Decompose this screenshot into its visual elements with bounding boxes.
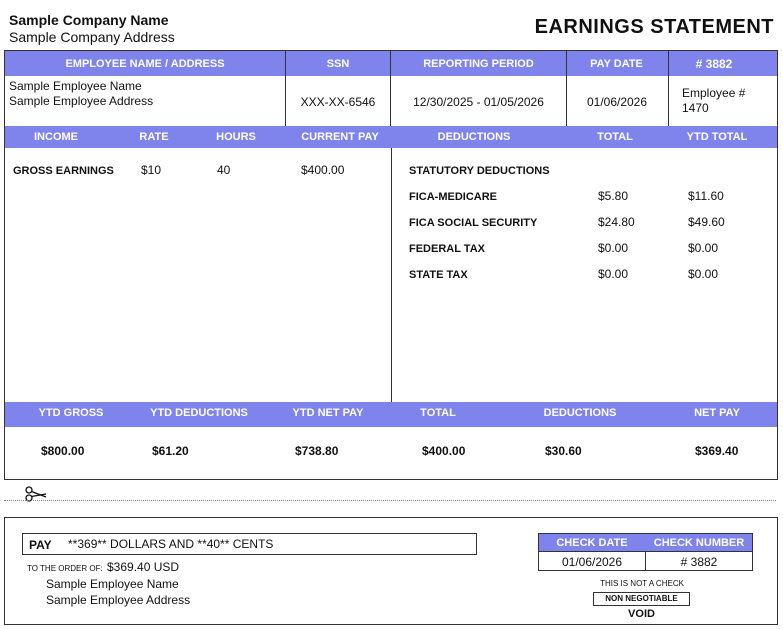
employee-id-label: Employee # [682, 86, 746, 100]
header-statement-number: # 3882 [668, 57, 760, 71]
header-current-pay: CURRENT PAY [290, 131, 390, 143]
company-address: Sample Company Address [9, 29, 175, 45]
payee-address: Sample Employee Address [46, 593, 191, 607]
deduction-label: FEDERAL TAX [409, 243, 485, 255]
header-ytd-total: YTD TOTAL [680, 131, 754, 143]
header-ytd-deductions: YTD DEDUCTIONS [145, 407, 253, 419]
document-title: EARNINGS STATEMENT [534, 16, 774, 38]
check-date-value: 01/06/2026 [561, 555, 623, 569]
cut-line [4, 500, 776, 501]
deduction-ytd: $11.60 [688, 189, 724, 203]
header-employee: EMPLOYEE NAME / ADDRESS [5, 58, 285, 70]
deduction-total: $24.80 [598, 215, 635, 229]
header-hours: HOURS [205, 131, 267, 143]
deduction-total: $0.00 [598, 267, 629, 281]
ytd-gross-value: $800.00 [41, 444, 85, 458]
header-check-number: CHECK NUMBER [646, 537, 752, 549]
header-ssn: SSN [286, 58, 390, 70]
pay-label: PAY [29, 538, 52, 552]
check-amount: $369.40 USD [107, 560, 180, 574]
deduction-total: $0.00 [598, 241, 629, 255]
summary-header-bar [5, 402, 777, 427]
not-a-check-notice: THIS IS NOT A CHECK [600, 579, 684, 588]
deduction-label: FICA SOCIAL SECURITY [409, 217, 538, 229]
header-total: TOTAL [585, 131, 645, 143]
deduction-label: FICA-MEDICARE [409, 191, 497, 203]
header-income: INCOME [20, 131, 92, 143]
income-label: GROSS EARNINGS [13, 165, 114, 177]
deduction-total: $5.80 [598, 189, 629, 203]
header-summary-total: TOTAL [410, 407, 466, 419]
deduction-ytd: $0.00 [688, 267, 719, 281]
total-value: $400.00 [422, 444, 466, 458]
non-negotiable-label: NON NEGOTIABLE [605, 594, 678, 603]
amount-in-words: **369** DOLLARS AND **40** CENTS [68, 537, 274, 551]
employee-address: Sample Employee Address [9, 94, 154, 108]
ssn-value: XXX-XX-6546 [300, 95, 376, 109]
divider [566, 51, 567, 126]
header-reporting-period: REPORTING PERIOD [391, 58, 566, 70]
deduction-ytd: $49.60 [688, 215, 725, 229]
header-net-pay: NET PAY [685, 407, 749, 419]
pay-date-value: 01/06/2026 [586, 95, 648, 109]
income-hours: 40 [217, 163, 231, 177]
net-pay-value: $369.40 [695, 444, 739, 458]
divider [539, 551, 752, 552]
check-number-value: # 3882 [680, 555, 718, 569]
header-summary-deductions: DEDUCTIONS [535, 407, 625, 419]
void-label: VOID [628, 608, 655, 620]
header-check-date: CHECK DATE [539, 537, 645, 549]
payee-name: Sample Employee Name [46, 577, 179, 591]
order-label: TO THE ORDER OF: [27, 564, 103, 573]
employee-id-value: 1470 [682, 101, 709, 115]
divider [668, 51, 669, 126]
deductions-title: STATUTORY DEDUCTIONS [409, 165, 550, 177]
deduction-ytd: $0.00 [688, 241, 719, 255]
deduction-label: STATE TAX [409, 269, 468, 281]
employee-name: Sample Employee Name [9, 79, 142, 93]
header-deductions: DEDUCTIONS [420, 131, 528, 143]
ytd-deductions-value: $61.20 [152, 444, 189, 458]
company-block [9, 12, 175, 46]
divider [285, 51, 286, 126]
header-rate: RATE [128, 131, 180, 143]
income-rate: $10 [141, 163, 162, 177]
deductions-value: $30.60 [545, 444, 582, 458]
divider [390, 51, 391, 126]
header-pay-date: PAY DATE [566, 58, 667, 70]
ytd-net-pay-value: $738.80 [295, 444, 339, 458]
reporting-period-value: 12/30/2025 - 01/05/2026 [413, 95, 544, 109]
divider [391, 148, 392, 402]
header-ytd-net-pay: YTD NET PAY [285, 407, 371, 419]
earnings-header-bar [5, 126, 777, 148]
income-current-pay: $400.00 [301, 163, 345, 177]
scissors-icon [24, 486, 48, 507]
company-name: Sample Company Name [9, 12, 169, 28]
header-ytd-gross: YTD GROSS [30, 407, 112, 419]
